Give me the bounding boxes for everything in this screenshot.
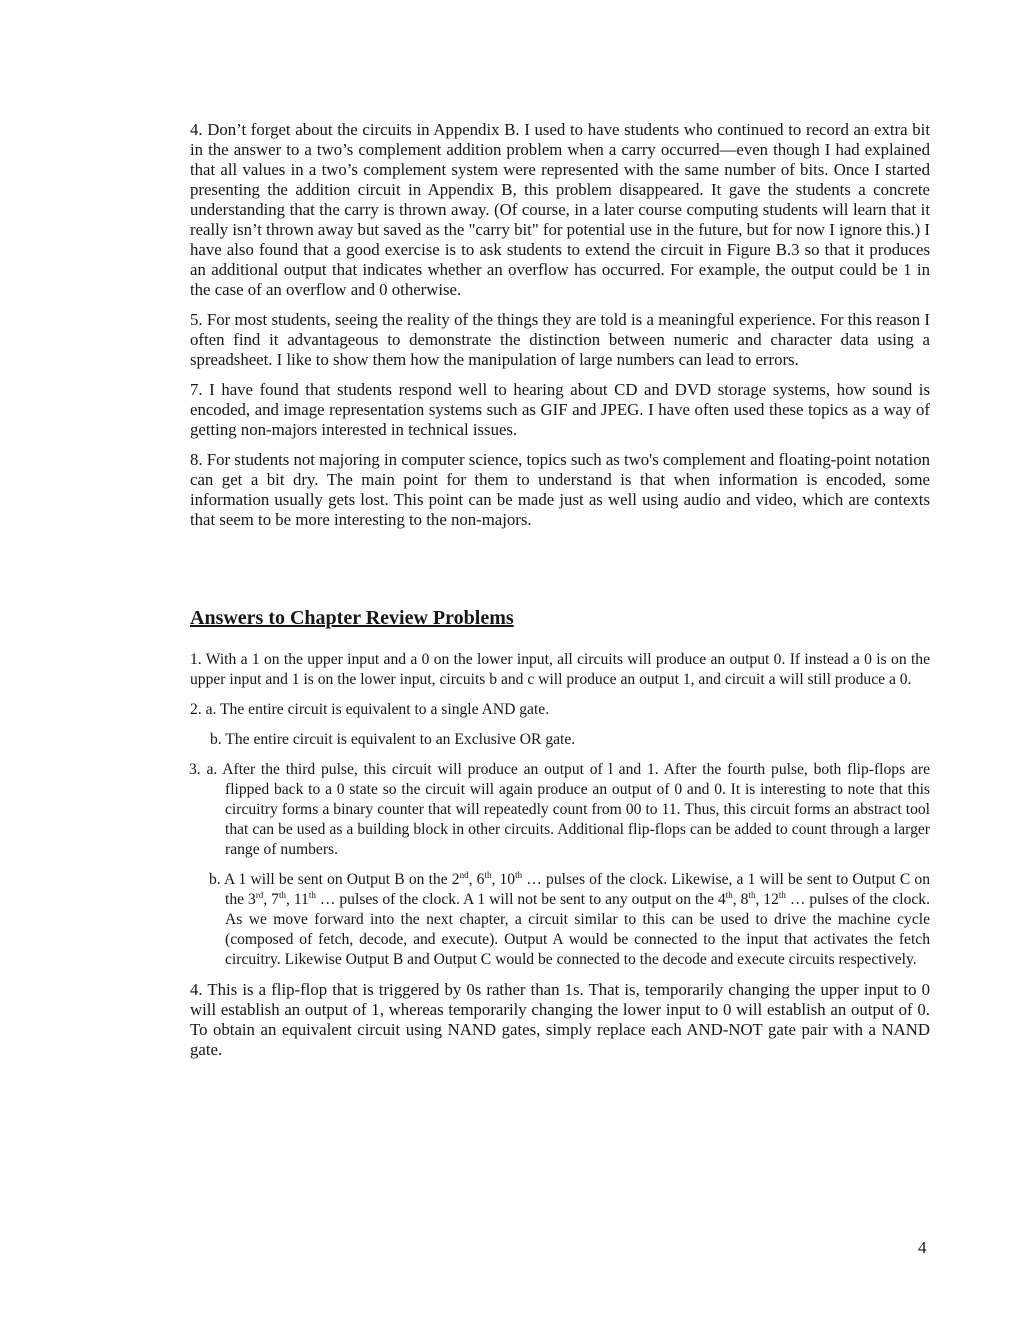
answer-1: 1. With a 1 on the upper input and a 0 on the lower input, all circuits will produce an output 0. If instead a 0 is on the upper input and 1 is on the lower input, circuits b and c will produce an output 1, and circuit a will still produce a 0. (190, 651, 930, 688)
answers-list (190, 650, 930, 1060)
page-body (189, 120, 931, 1059)
answer-3b: b. A 1 will be sent on Output B on the 2nd, 6th, 10th … pulses of the clock. Likewise, a 1 will be sent to Output C on the 3rd, 7th, 11th … pulses of the clock. A 1 will not be sent to any output on the 4th, 8th, 12th … pulses of the clock. As we move forward into the next chapter, a circuit similar to this can be used to drive the machine cycle (composed of fetch, decode, and execute). Output A would be connected to the input that activates the fetch circuitry. Likewise Output B and Output C would be connected to the decode and execute circuits respectively. (209, 869, 931, 968)
note-5: 5. For most students, seeing the reality of the things they are told is a meaningful experience. For this reason I often find it advantageous to demonstrate the distinction between numeric and character data using a spreadsheet. I like to show them how the manipulation of large numbers can lead to errors. (190, 310, 930, 369)
note-4: 4. Don’t forget about the circuits in Appendix B. I used to have students who continued to record an extra bit in the answer to a two’s complement addition problem when a carry occurred—even though I had explained that all values in a two’s complement system were represented with the same number of bits. Once I started presenting the addition circuit in Appendix B, this problem disappeared. It gave the students a concrete understanding that the carry is thrown away. (Of course, in a later course computing students will learn that it really isn’t thrown away but saved as the "carry bit" for potential use in the future, but for now I ignore this.) I have also found that a good exercise is to ask students to extend the circuit in Figure B.3 so that it produces an additional output that indicates whether an overflow has occurred. For example, the output could be 1 in the case of an overflow and 0 otherwise. (190, 120, 930, 299)
answer-2a: 2. a. The entire circuit is equivalent to a single AND gate. (190, 701, 550, 718)
note-8: 8. For students not majoring in computer science, topics such as two's complement and floating-point notation can get a bit dry. The main point for them to understand is that when information is encoded, some information usually gets lost. This point can be made just as well using audio and video, which are contexts that seem to be more interesting to the non-majors. (190, 450, 930, 529)
answer-4: 4. This is a flip-flop that is triggered by 0s rather than 1s. That is, temporarily changing the upper input to 0 will establish an output of 1, whereas temporarily changing the lower input to 0 will establish an output of 0. To obtain an equivalent circuit using NAND gates, simply replace each AND-NOT gate pair with a NAND gate. (190, 980, 930, 1059)
section-heading: Answers to Chapter Review Problems (190, 607, 514, 629)
answer-2b: b. The entire circuit is equivalent to an Exclusive OR gate. (210, 731, 576, 748)
page-number: 4 (918, 1238, 927, 1257)
note-7: 7. I have found that students respond well to hearing about CD and DVD storage systems, how sound is encoded, and image representation systems such as GIF and JPEG. I have often used these topics as a way of getting non-majors interested in technical issues. (190, 380, 930, 439)
answer-3a: 3. a. After the third pulse, this circuit will produce an output of l and 1. After the fourth pulse, both flip-flops are flipped back to a 0 state so the circuit will again produce an output of 0 and 0. It is interesting to note that this circuitry forms a binary counter that will repeatedly count from 00 to 11. Thus, this circuit forms an abstract tool that can be used as a building block in other circuits. Additional flip-flops can be added to count through a larger range of numbers. (189, 761, 930, 858)
